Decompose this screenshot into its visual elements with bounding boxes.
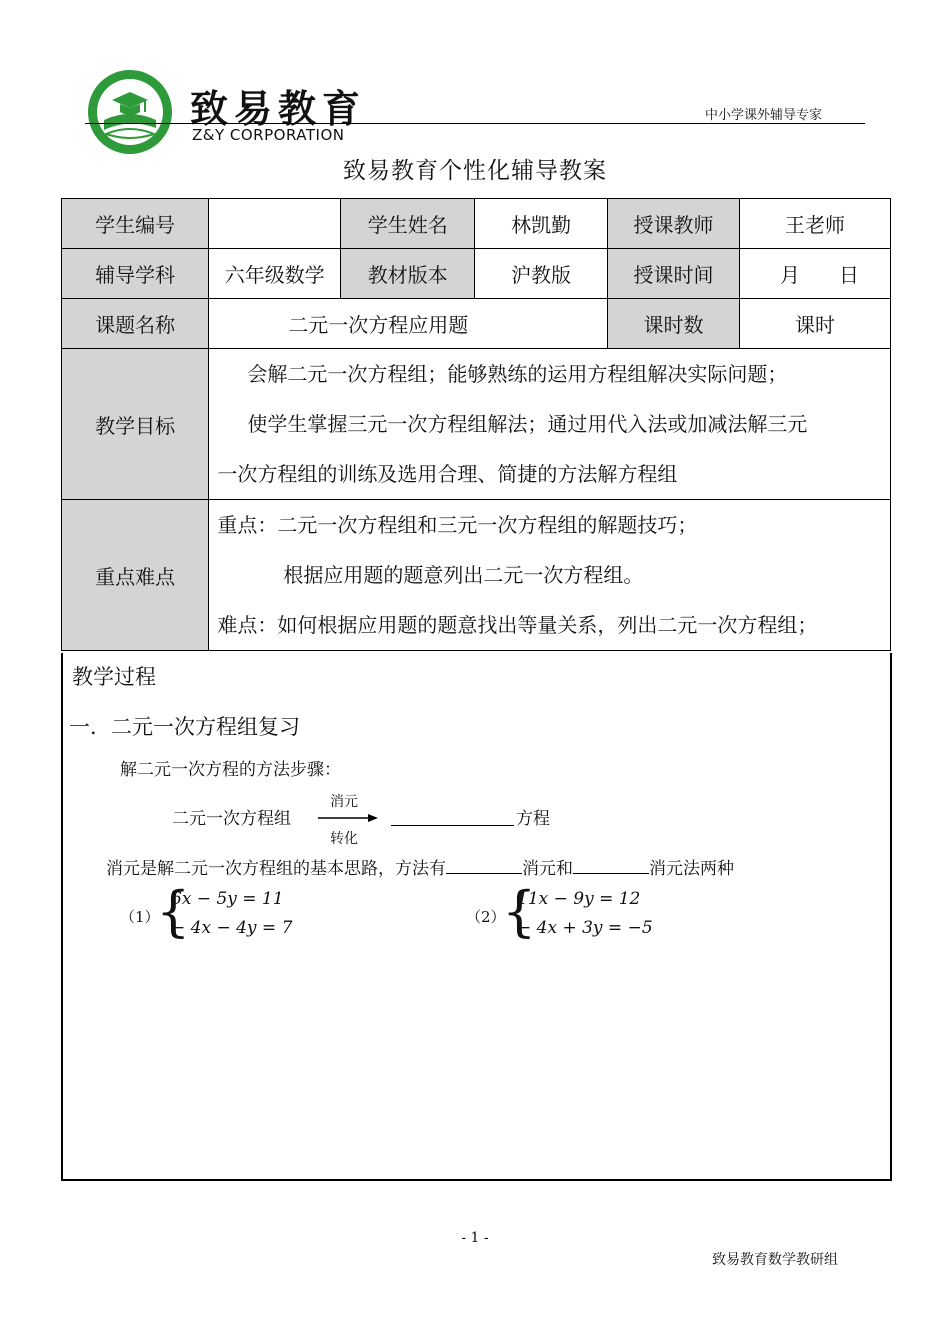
time-month: 月 xyxy=(780,263,800,287)
student-id-value xyxy=(209,199,341,249)
equation-line: − 4x − 4y = 7 xyxy=(171,918,293,938)
equation-number: （1） xyxy=(120,908,160,926)
section-title: 一．二元一次方程组复习 xyxy=(69,715,300,739)
equation-line: 11x − 9y = 12 xyxy=(517,889,641,909)
keypoints-label: 重点难点 xyxy=(62,500,209,651)
student-id-label: 学生编号 xyxy=(62,199,209,249)
textbook-label: 教材版本 xyxy=(341,249,475,299)
teacher-value: 王老师 xyxy=(740,199,891,249)
method-steps-text: 解二元一次方程的方法步骤： xyxy=(120,760,341,780)
footer-group: 致易教育数学教研组 xyxy=(712,1252,838,1268)
goal-line: 一次方程组的训练及选用合理、简捷的方法解方程组 xyxy=(217,462,678,486)
flow-left-text: 二元一次方程组 xyxy=(172,809,291,829)
textbook-value: 沪教版 xyxy=(475,249,608,299)
equation-line: 6x − 5y = 11 xyxy=(171,889,284,909)
brand-name-cn: 致易教育 xyxy=(190,86,367,131)
right-arrow-icon xyxy=(318,813,378,823)
equation-system-2 xyxy=(466,880,666,949)
fill-part-2: 消元和 xyxy=(522,859,573,879)
student-name-label: 学生姓名 xyxy=(341,199,475,249)
keypoint-line: 根据应用题的题意列出二元一次方程组。 xyxy=(283,563,644,587)
fill-blank-sentence xyxy=(106,854,734,879)
page-number: - 1 - xyxy=(461,1230,489,1246)
subject-value: 六年级数学 xyxy=(209,249,341,299)
arrow-bottom-label: 转化 xyxy=(330,831,358,847)
equation-line: − 4x + 3y = −5 xyxy=(517,918,653,938)
keypoints-content xyxy=(209,500,891,651)
process-title: 教学过程 xyxy=(72,665,156,689)
keypoint-line: 难点：如何根据应用题的题意找出等量关系，列出二元一次方程组； xyxy=(217,613,818,637)
goals-content xyxy=(209,349,891,500)
flow-blank xyxy=(391,825,514,826)
equation-number: （2） xyxy=(466,908,506,926)
fill-part-1: 消元是解二元一次方程组的基本思路，方法有 xyxy=(106,859,446,879)
topic-value-text: 二元一次方程应用题 xyxy=(288,313,469,337)
header-tagline: 中小学课外辅导专家 xyxy=(705,108,823,123)
header-divider xyxy=(85,123,865,124)
document-title: 致易教育个性化辅导教案 xyxy=(343,158,607,184)
blank-2 xyxy=(573,857,649,874)
time-day: 日 xyxy=(839,263,859,287)
brace-icon: { xyxy=(156,880,191,943)
topic-value xyxy=(209,299,608,349)
blank-1 xyxy=(446,857,522,874)
goals-label: 教学目标 xyxy=(62,349,209,500)
graduation-cap-logo-icon xyxy=(86,68,174,156)
subject-label: 辅导学科 xyxy=(62,249,209,299)
teaching-process-section xyxy=(61,653,892,1181)
time-label: 授课时间 xyxy=(608,249,740,299)
student-name-value: 林凯勤 xyxy=(475,199,608,249)
flow-right-text: 方程 xyxy=(516,809,550,829)
hours-label: 课时数 xyxy=(608,299,740,349)
arrow-top-label: 消元 xyxy=(330,794,358,810)
equation-system-1 xyxy=(120,880,320,949)
brand-name-en: Z&Y CORPORATION xyxy=(192,126,345,144)
brace-icon: { xyxy=(502,880,537,943)
keypoint-line: 重点：二元一次方程组和三元一次方程组的解题技巧； xyxy=(217,513,698,537)
hours-value: 课时 xyxy=(740,299,891,349)
goal-line: 使学生掌握三元一次方程组解法；通过用代入法或加减法解三元 xyxy=(247,412,808,436)
goal-line: 会解二元一次方程组；能够熟练的运用方程组解决实际问题； xyxy=(247,362,788,386)
topic-label: 课题名称 xyxy=(62,299,209,349)
teacher-label: 授课教师 xyxy=(608,199,740,249)
fill-part-3: 消元法两种 xyxy=(649,859,734,879)
time-value xyxy=(740,249,891,299)
lesson-info-table xyxy=(61,198,891,651)
